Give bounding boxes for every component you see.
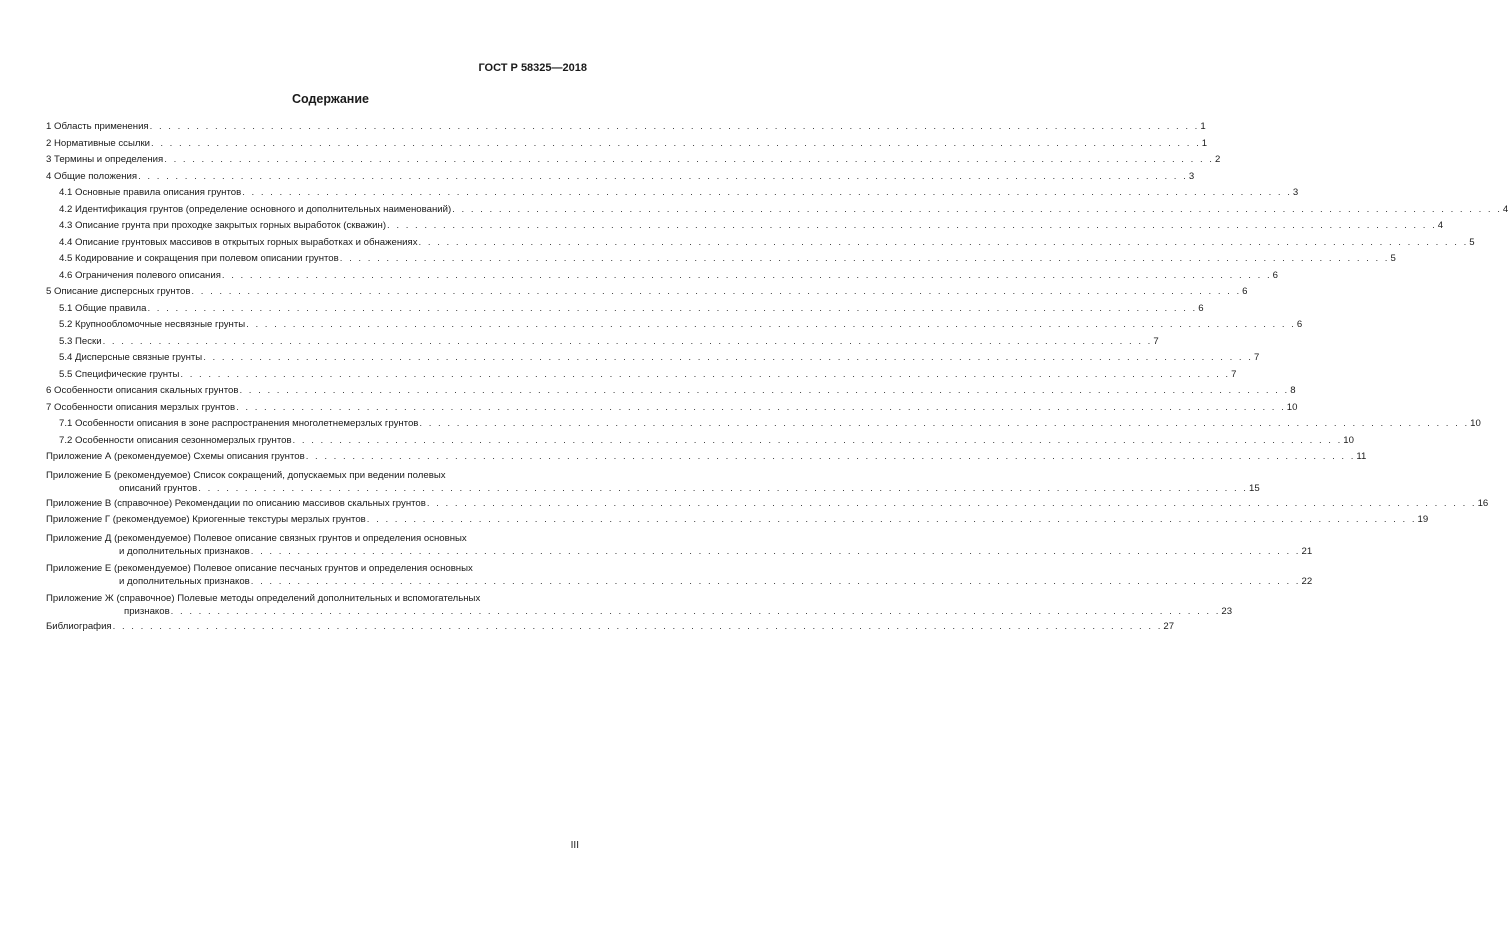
toc-entry-page: 1 [1201, 137, 1208, 149]
toc-entry-text: 5.2 Крупнообломочные несвязные грунты [59, 319, 246, 330]
toc-entry[interactable] [46, 350, 1260, 367]
toc-entry-page: 5 [1469, 236, 1475, 248]
document-code: ГОСТ Р 58325—2018 [478, 62, 587, 74]
toc-entry-page: 6 [1198, 302, 1204, 314]
toc-entry-text: 7.2 Особенности описания сезонномерзлых грунтов [59, 434, 292, 446]
toc-leader-dots: . . . . . . . . . . . . . . . . . . . . . . . . . . . . . . . . . . . . . . . . . . . . . . . . . . . . . . . . . . . . . . . . . . . . . . . . . . . . . . . . . . . . . . . . . . . . . . . . . . . . . . . . . . . . . . . . . [242, 187, 1292, 198]
toc-entry-text: 4.3 Описание грунта при проходке закрытых горных выработок (скважин) [59, 220, 387, 231]
table-of-contents [46, 119, 1508, 635]
toc-entry-text: 5.3 Пески [59, 335, 102, 347]
toc-entry[interactable] [46, 218, 1444, 235]
toc-entry[interactable] [46, 334, 1159, 351]
toc-entry-page: 10 [1470, 418, 1481, 429]
toc-leader-dots: . . . . . . . . . . . . . . . . . . . . . . . . . . . . . . . . . . . . . . . . . . . . . . . . . . . . . . . . . . . . . . . . . . . . . . . . . . . . . . . . . . . . . . . . . . . . . . . . . . . . . . . . . . . . . . . . . [339, 253, 1390, 264]
toc-leader-dots: . . . . . . . . . . . . . . . . . . . . . . . . . . . . . . . . . . . . . . . . . . . . . . . . . . . . . . . . . . . . . . . . . . . . . . . . . . . . . . . . . . . . . . . . . . . . . . . . . . . . . . . . . . . . . . . . . [180, 368, 1231, 380]
toc-entry-text: Приложение Ж (справочное) Полевые методы определений дополнительных и вспомогательных [46, 592, 481, 604]
toc-entry-page: 19 [1417, 514, 1429, 525]
toc-leader-dots: . . . . . . . . . . . . . . . . . . . . . . . . . . . . . . . . . . . . . . . . . . . . . . . . . . . . . . . . . . . . . . . . . . . . . . . . . . . . . . . . . . . . . . . . . . . . . . . . . . . . . . . . . . . . . . . . . [203, 352, 1253, 363]
toc-entry-text: 5.1 Общие правила [59, 302, 147, 314]
toc-entry-text-continued: и дополнительных признаков [119, 545, 250, 557]
toc-entry[interactable] [46, 367, 1237, 384]
toc-leader-dots: . . . . . . . . . . . . . . . . . . . . . . . . . . . . . . . . . . . . . . . . . . . . . . . . . . . . . . . . . . . . . . . . . . . . . . . . . . . . . . . . . . . . . . . . . . . . . . . . . . . . . . . . . . . . . . . . . [452, 203, 1502, 215]
toc-entry[interactable] [46, 416, 1481, 433]
toc-leader-dots: . . . . . . . . . . . . . . . . . . . . . . . . . . . . . . . . . . . . . . . . . . . . . . . . . . . . . . . . . . . . . . . . . . . . . . . . . . . . . . . . . . . . . . . . . . . . . . . . . . . . . . . . . . . . . . . . . [239, 385, 1290, 396]
toc-entry-page: 10 [1286, 401, 1298, 413]
toc-entry-page: 8 [1290, 385, 1296, 396]
toc-entry-page: 10 [1343, 434, 1354, 446]
toc-leader-dots: . . . . . . . . . . . . . . . . . . . . . . . . . . . . . . . . . . . . . . . . . . . . . . . . . . . . . . . . . . . . . . . . . . . . . . . . . . . . . . . . . . . . . . . . . . . . . . . . . . . . . . . . . . . . . . . . . [236, 401, 1286, 413]
toc-entry[interactable] [46, 512, 1429, 529]
toc-entry[interactable] [46, 268, 1278, 285]
toc-entry[interactable] [46, 284, 1248, 301]
toc-entry-text: 4.1 Основные правила описания грунтов [59, 187, 242, 198]
toc-entry-text: 6 Особенности описания скальных грунтов [46, 385, 239, 396]
toc-entry[interactable] [46, 136, 1208, 153]
toc-entry-text: 4.2 Идентификация грунтов (определение основного и дополнительных наименований) [59, 203, 452, 215]
toc-leader-dots: . . . . . . . . . . . . . . . . . . . . . . . . . . . . . . . . . . . . . . . . . . . . . . . . . . . . . . . . . . . . . . . . . . . . . . . . . . . . . . . . . . . . . . . . . . . . . . . . . . . . . . . . . . . . . . . . . [419, 418, 1470, 429]
toc-entry[interactable] [46, 400, 1298, 417]
toc-leader-dots: . . . . . . . . . . . . . . . . . . . . . . . . . . . . . . . . . . . . . . . . . . . . . . . . . . . . . . . . . . . . . . . . . . . . . . . . . . . . . . . . . . . . . . . . . . . . . . . . . . . . . . . . . . . . . . . . . [102, 335, 1153, 347]
toc-entry-text: 5 Описание дисперсных грунтов [46, 286, 191, 297]
toc-leader-dots: . . . . . . . . . . . . . . . . . . . . . . . . . . . . . . . . . . . . . . . . . . . . . . . . . . . . . . . . . . . . . . . . . . . . . . . . . . . . . . . . . . . . . . . . . . . . . . . . . . . . . . . . . . . . . . . . . [151, 137, 1201, 149]
toc-entry-text-continued: описаний грунтов [119, 482, 198, 494]
toc-entry-text: 4.4 Описание грунтовых массивов в открытых горных выработках и обнажениях [59, 236, 418, 248]
toc-entry-page: 23 [1221, 605, 1233, 617]
toc-entry[interactable] [46, 119, 1206, 136]
toc-entry[interactable] [46, 559, 1313, 589]
toc-entry-text: Приложение Е (рекомендуемое) Полевое описание песчаных грунтов и определения основных [46, 562, 473, 574]
toc-leader-dots: . . . . . . . . . . . . . . . . . . . . . . . . . . . . . . . . . . . . . . . . . . . . . . . . . . . . . . . . . . . . . . . . . . . . . . . . . . . . . . . . . . . . . . . . . . . . . . . . . . . . . . . . . . . . . . . . . [292, 434, 1343, 446]
toc-entry-page: 3 [1292, 187, 1299, 198]
toc-entry-text: Приложение Б (рекомендуемое) Список сокращений, допускаемых при ведении полевых [46, 469, 446, 481]
toc-entry-page: 4 [1502, 203, 1508, 215]
toc-entry[interactable] [46, 317, 1303, 334]
toc-title: Содержание [291, 92, 369, 106]
toc-entry[interactable] [46, 466, 1260, 496]
toc-leader-dots: . . . . . . . . . . . . . . . . . . . . . . . . . . . . . . . . . . . . . . . . . . . . . . . . . . . . . . . . . . . . . . . . . . . . . . . . . . . . . . . . . . . . . . . . . . . . . . . . . . . . . . . . . . . . . . . . . [138, 170, 1188, 182]
toc-entry[interactable] [46, 152, 1221, 169]
toc-leader-dots: . . . . . . . . . . . . . . . . . . . . . . . . . . . . . . . . . . . . . . . . . . . . . . . . . . . . . . . . . . . . . . . . . . . . . . . . . . . . . . . . . . . . . . . . . . . . . . . . . . . . . . . . . . . . . . . . . [418, 236, 1469, 248]
toc-entry[interactable] [46, 301, 1204, 318]
toc-entry[interactable] [46, 589, 1233, 619]
toc-entry[interactable] [46, 169, 1195, 186]
toc-entry-page: 22 [1301, 575, 1313, 587]
toc-leader-dots: . . . . . . . . . . . . . . . . . . . . . . . . . . . . . . . . . . . . . . . . . . . . . . . . . . . . . . . . . . . . . . . . . . . . . . . . . . . . . . . . . . . . . . . . . . . . . . . . . . . . . . . . . . . . . . . . . [366, 514, 1417, 525]
toc-entry[interactable] [46, 235, 1475, 252]
toc-entry-text: Библиография [46, 620, 112, 632]
toc-leader-dots: . . . . . . . . . . . . . . . . . . . . . . . . . . . . . . . . . . . . . . . . . . . . . . . . . . . . . . . . . . . . . . . . . . . . . . . . . . . . . . . . . . . . . . . . . . . . . . . . . . . . . . . . . . . . . . . . . [387, 220, 1437, 231]
toc-leader-dots: . . . . . . . . . . . . . . . . . . . . . . . . . . . . . . . . . . . . . . . . . . . . . . . . . . . . . . . . . . . . . . . . . . . . . . . . . . . . . . . . . . . . . . . . . . . . . . . . . . . . . . . . . . . . . . . . . [250, 575, 1301, 587]
toc-entry-text: 1 Область применения [46, 121, 149, 132]
toc-entry-text: 5.5 Специфические грунты [59, 368, 180, 380]
toc-entry-page: 27 [1163, 620, 1175, 632]
toc-entry-page: 1 [1200, 121, 1206, 132]
toc-leader-dots: . . . . . . . . . . . . . . . . . . . . . . . . . . . . . . . . . . . . . . . . . . . . . . . . . . . . . . . . . . . . . . . . . . . . . . . . . . . . . . . . . . . . . . . . . . . . . . . . . . . . . . . . . . . . . . . . . [198, 482, 1248, 494]
toc-leader-dots: . . . . . . . . . . . . . . . . . . . . . . . . . . . . . . . . . . . . . . . . . . . . . . . . . . . . . . . . . . . . . . . . . . . . . . . . . . . . . . . . . . . . . . . . . . . . . . . . . . . . . . . . . . . . . . . . . [221, 269, 1272, 281]
toc-entry-text: 4 Общие положения [46, 170, 138, 182]
toc-entry-text: 5.4 Дисперсные связные грунты [59, 352, 203, 363]
toc-entry-page: 3 [1188, 170, 1195, 182]
toc-leader-dots: . . . . . . . . . . . . . . . . . . . . . . . . . . . . . . . . . . . . . . . . . . . . . . . . . . . . . . . . . . . . . . . . . . . . . . . . . . . . . . . . . . . . . . . . . . . . . . . . . . . . . . . . . . . . . . . . . [246, 319, 1296, 330]
toc-leader-dots: . . . . . . . . . . . . . . . . . . . . . . . . . . . . . . . . . . . . . . . . . . . . . . . . . . . . . . . . . . . . . . . . . . . . . . . . . . . . . . . . . . . . . . . . . . . . . . . . . . . . . . . . . . . . . . . . . [164, 154, 1214, 165]
toc-leader-dots: . . . . . . . . . . . . . . . . . . . . . . . . . . . . . . . . . . . . . . . . . . . . . . . . . . . . . . . . . . . . . . . . . . . . . . . . . . . . . . . . . . . . . . . . . . . . . . . . . . . . . . . . . . . . . . . . . [170, 605, 1221, 617]
toc-entry-text-continued: признаков [124, 605, 170, 617]
toc-entry-page: 6 [1296, 319, 1303, 330]
toc-leader-dots: . . . . . . . . . . . . . . . . . . . . . . . . . . . . . . . . . . . . . . . . . . . . . . . . . . . . . . . . . . . . . . . . . . . . . . . . . . . . . . . . . . . . . . . . . . . . . . . . . . . . . . . . . . . . . . . . . [147, 302, 1198, 314]
toc-leader-dots: . . . . . . . . . . . . . . . . . . . . . . . . . . . . . . . . . . . . . . . . . . . . . . . . . . . . . . . . . . . . . . . . . . . . . . . . . . . . . . . . . . . . . . . . . . . . . . . . . . . . . . . . . . . . . . . . . [305, 451, 1356, 462]
toc-entry[interactable] [46, 619, 1175, 636]
toc-leader-dots: . . . . . . . . . . . . . . . . . . . . . . . . . . . . . . . . . . . . . . . . . . . . . . . . . . . . . . . . . . . . . . . . . . . . . . . . . . . . . . . . . . . . . . . . . . . . . . . . . . . . . . . . . . . . . . . . . [191, 286, 1242, 297]
toc-entry[interactable] [46, 433, 1354, 450]
toc-entry[interactable] [46, 202, 1508, 219]
toc-entry-text: 2 Нормативные ссылки [46, 137, 151, 149]
toc-entry-text: 7.1 Особенности описания в зоне распространения многолетнемерзлых грунтов [59, 418, 419, 429]
toc-leader-dots: . . . . . . . . . . . . . . . . . . . . . . . . . . . . . . . . . . . . . . . . . . . . . . . . . . . . . . . . . . . . . . . . . . . . . . . . . . . . . . . . . . . . . . . . . . . . . . . . . . . . . . . . . . . . . . . . . [426, 497, 1477, 509]
toc-entry-page: 16 [1477, 497, 1489, 509]
toc-entry[interactable] [46, 496, 1489, 513]
toc-leader-dots: . . . . . . . . . . . . . . . . . . . . . . . . . . . . . . . . . . . . . . . . . . . . . . . . . . . . . . . . . . . . . . . . . . . . . . . . . . . . . . . . . . . . . . . . . . . . . . . . . . . . . . . . . . . . . . . . . [149, 121, 1200, 132]
toc-entry-text: 3 Термины и определения [46, 154, 164, 165]
toc-entry-page: 6 [1242, 286, 1248, 297]
toc-entry-page: 7 [1153, 335, 1159, 347]
toc-entry-text: 4.5 Кодирование и сокращения при полевом описании грунтов [59, 253, 339, 264]
toc-entry-page: 15 [1248, 482, 1260, 494]
toc-entry[interactable] [46, 449, 1367, 466]
toc-entry-text: Приложение Д (рекомендуемое) Полевое описание связных грунтов и определения основных [46, 532, 467, 544]
toc-entry[interactable] [46, 251, 1396, 268]
page-number: III [570, 840, 579, 851]
toc-entry-page: 21 [1301, 545, 1313, 557]
toc-entry-page: 4 [1437, 220, 1444, 231]
toc-entry-page: 7 [1231, 368, 1237, 380]
toc-entry[interactable] [46, 383, 1296, 400]
toc-entry-text-continued: и дополнительных признаков [119, 575, 250, 587]
toc-entry[interactable] [46, 185, 1299, 202]
toc-entry-text: 7 Особенности описания мерзлых грунтов [46, 401, 236, 413]
toc-entry-text: Приложение Г (рекомендуемое) Криогенные текстуры мерзлых грунтов [46, 514, 366, 525]
toc-leader-dots: . . . . . . . . . . . . . . . . . . . . . . . . . . . . . . . . . . . . . . . . . . . . . . . . . . . . . . . . . . . . . . . . . . . . . . . . . . . . . . . . . . . . . . . . . . . . . . . . . . . . . . . . . . . . . . . . . [250, 545, 1301, 557]
toc-entry-page: 11 [1356, 451, 1367, 462]
toc-entry-page: 5 [1390, 253, 1396, 264]
toc-leader-dots: . . . . . . . . . . . . . . . . . . . . . . . . . . . . . . . . . . . . . . . . . . . . . . . . . . . . . . . . . . . . . . . . . . . . . . . . . . . . . . . . . . . . . . . . . . . . . . . . . . . . . . . . . . . . . . . . . [112, 620, 1163, 632]
toc-entry-text: 4.6 Ограничения полевого описания [59, 269, 221, 281]
toc-entry-page: 2 [1214, 154, 1221, 165]
toc-entry-text: Приложение А (рекомендуемое) Схемы описания грунтов [46, 451, 305, 462]
toc-entry-page: 7 [1253, 352, 1260, 363]
toc-entry-page: 6 [1272, 269, 1278, 281]
toc-entry[interactable] [46, 529, 1313, 559]
toc-entry-text: Приложение В (справочное) Рекомендации по описанию массивов скальных грунтов [46, 497, 426, 509]
